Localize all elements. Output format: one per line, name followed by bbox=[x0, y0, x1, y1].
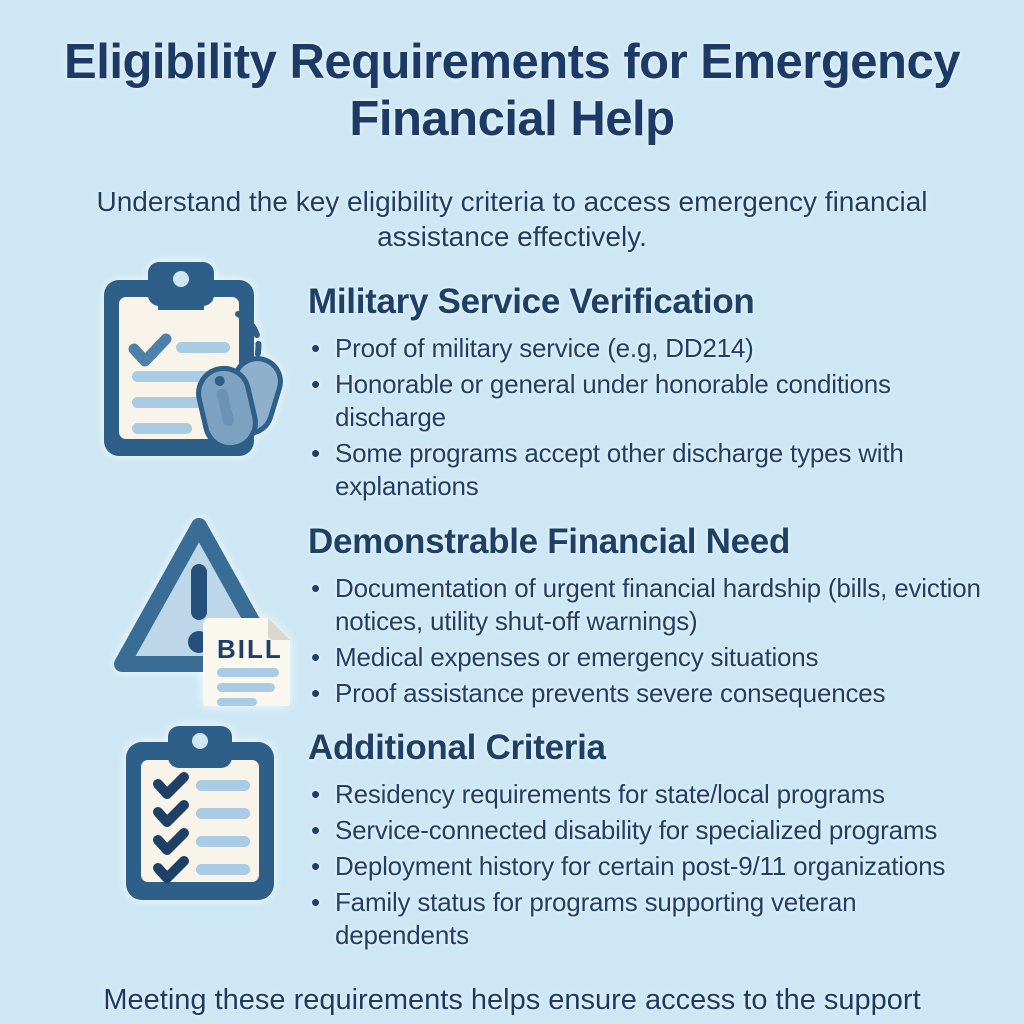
bullet-item: • Deployment history for certain post-9/11 organizations bbox=[308, 850, 984, 883]
page-subtitle: Understand the key eligibility criteria to access emergency financial assistance effectively. bbox=[96, 186, 928, 252]
bullet-item: • Service-connected disability for specialized programs bbox=[308, 814, 984, 847]
section-military-service bbox=[0, 250, 1024, 504]
bullet-item: • Some programs accept other discharge types with explanations bbox=[308, 437, 984, 503]
bullet-item: • Family status for programs supporting veteran dependents bbox=[308, 886, 984, 952]
bullet-list bbox=[308, 572, 984, 710]
section-heading: Additional Criteria bbox=[308, 728, 606, 767]
warning-bill-icon bbox=[104, 506, 304, 711]
bullet-item: • Documentation of urgent financial hardship (bills, eviction notices, utility shut-off warnings) bbox=[308, 572, 984, 638]
section-additional-criteria bbox=[0, 708, 1024, 980]
clipboard-dogtags-icon bbox=[90, 252, 302, 469]
checklist-clipboard-icon bbox=[108, 714, 298, 909]
bullet-item: • Honorable or general under honorable conditions discharge bbox=[308, 368, 984, 434]
section-heading: Military Service Verification bbox=[308, 282, 755, 321]
bullet-item: • Proof assistance prevents severe consequences bbox=[308, 677, 984, 710]
section-heading: Demonstrable Financial Need bbox=[308, 522, 791, 561]
bullet-item: • Medical expenses or emergency situations bbox=[308, 641, 984, 674]
section-financial-need bbox=[0, 504, 1024, 708]
page-title: Eligibility Requirements for Emergency Financial Help bbox=[64, 35, 960, 146]
bill-label: BILL bbox=[217, 634, 283, 664]
bullet-list bbox=[308, 332, 984, 503]
page-footer: Meeting these requirements helps ensure access to the support bbox=[103, 984, 921, 1016]
bullet-list bbox=[308, 778, 984, 952]
bullet-item: • Proof of military service (e.g, DD214) bbox=[308, 332, 984, 365]
bullet-item: • Residency requirements for state/local programs bbox=[308, 778, 984, 811]
